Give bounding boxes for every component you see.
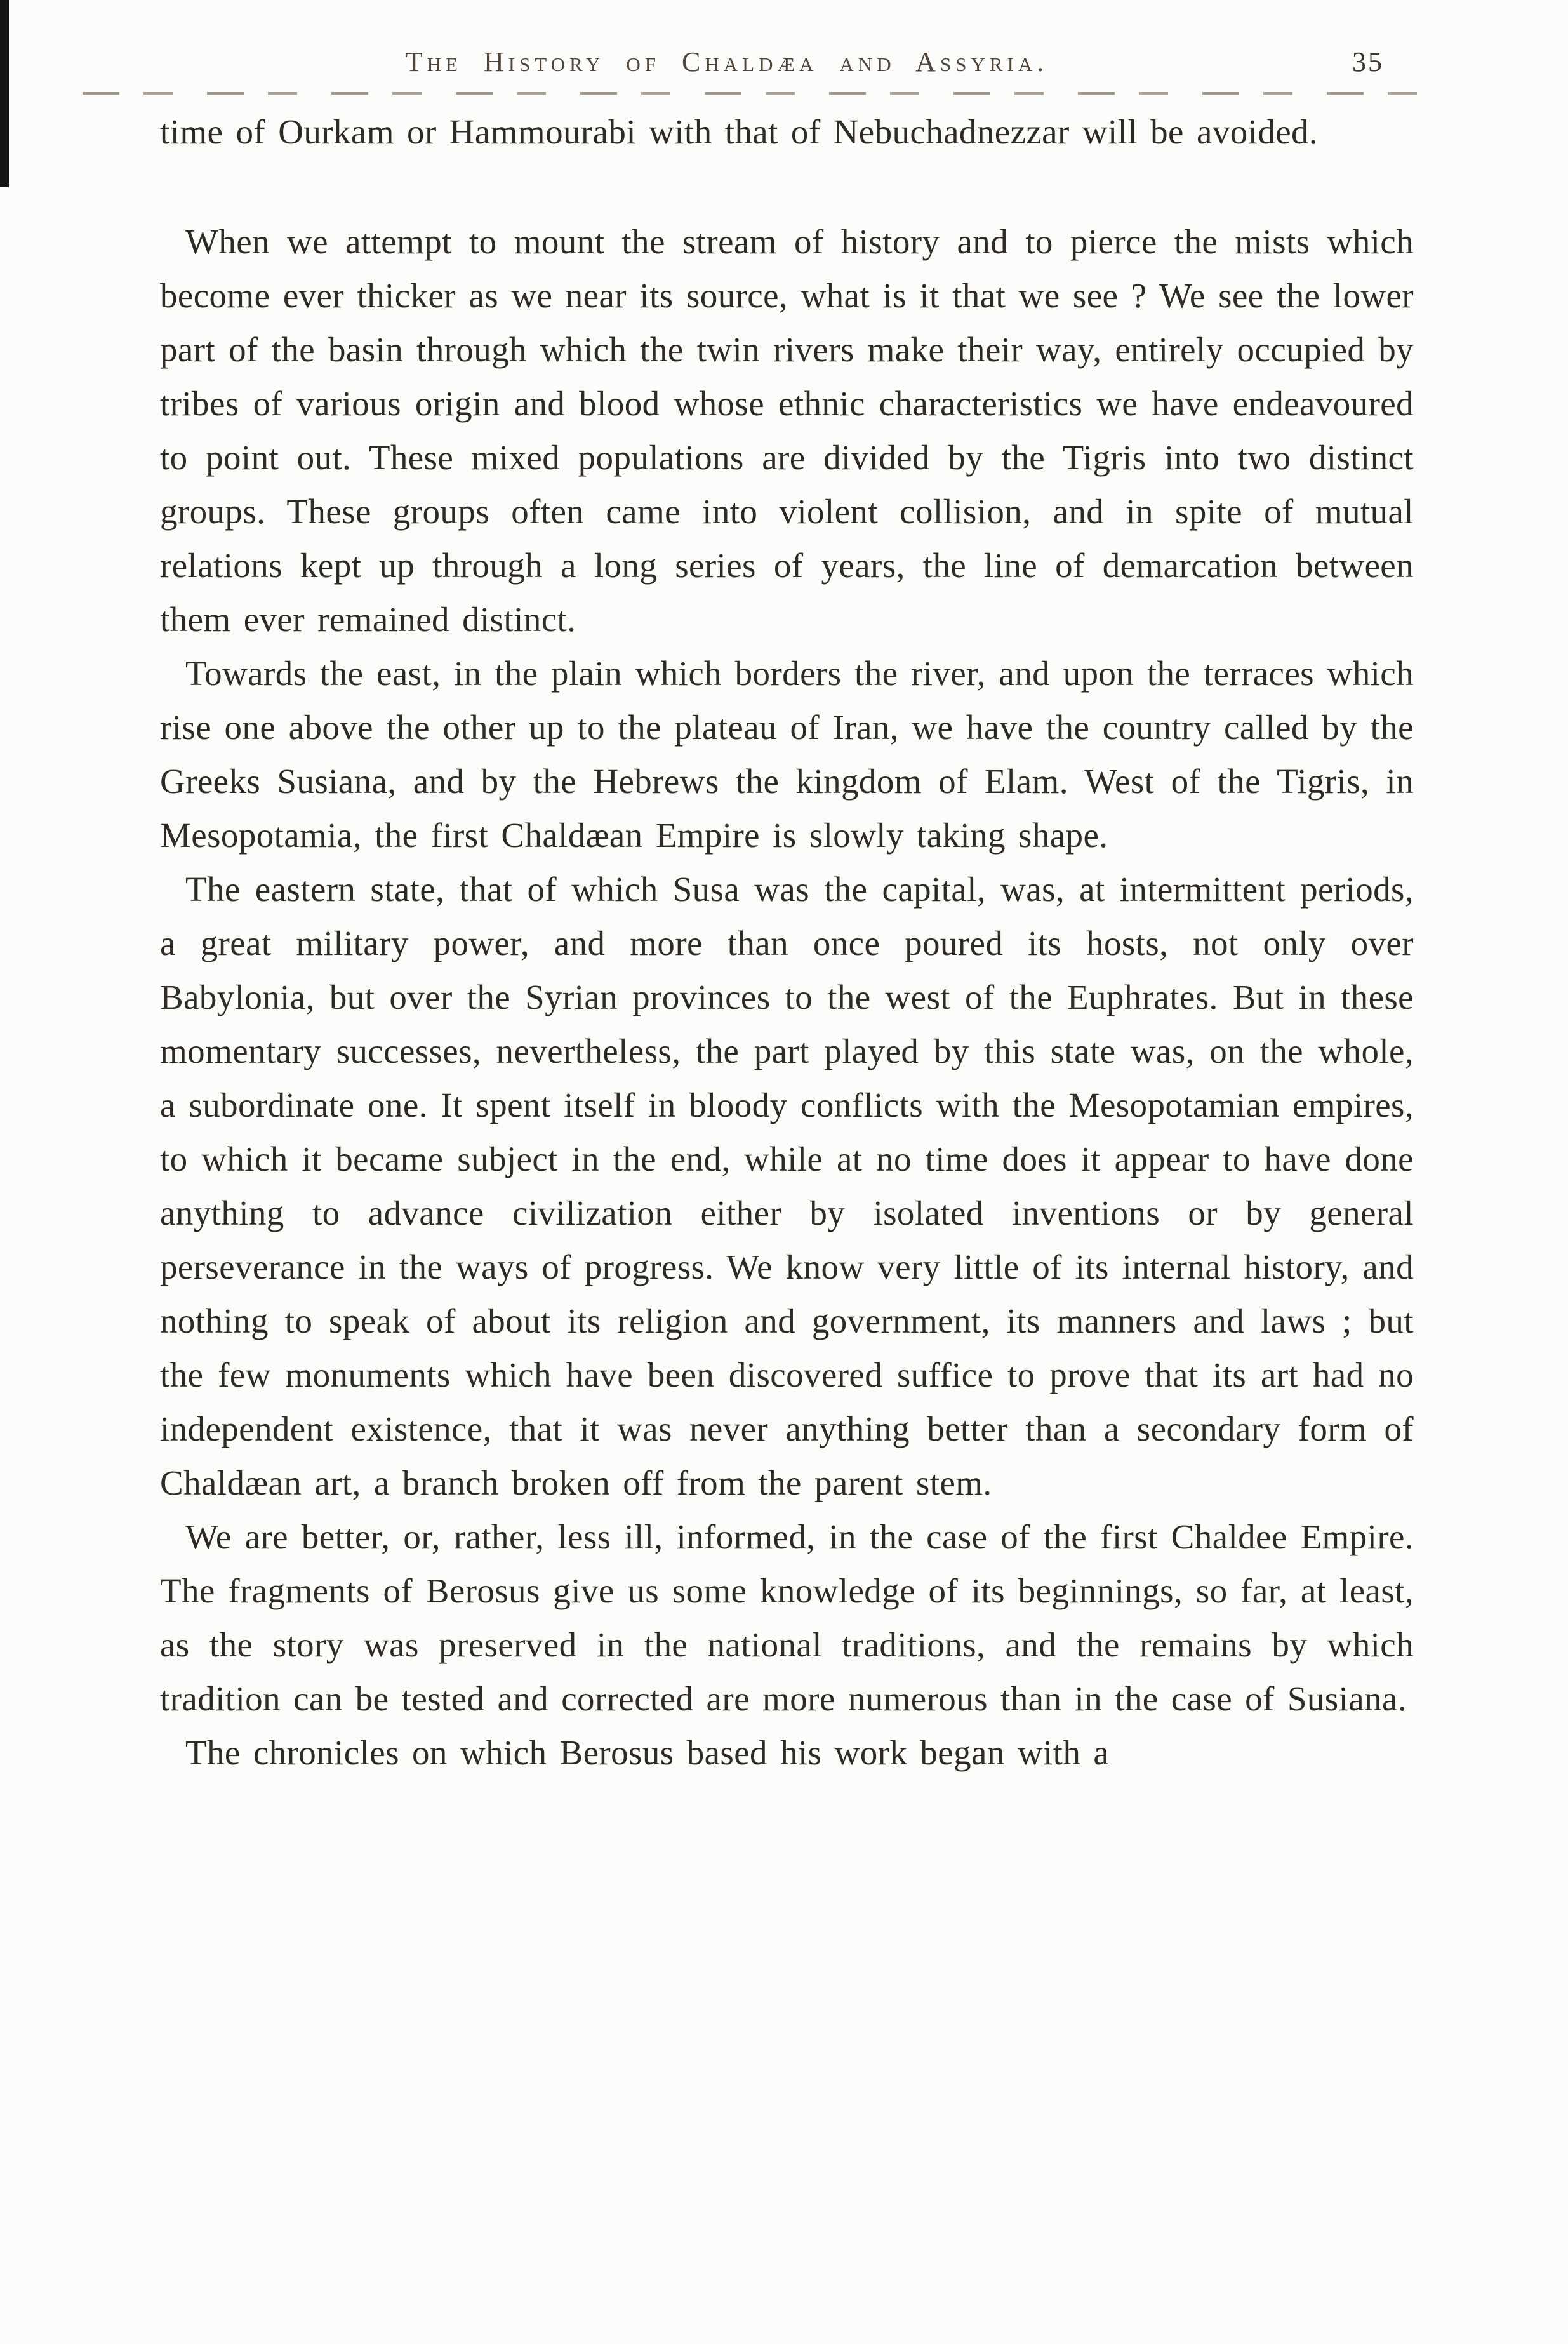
paragraph: The chronicles on which Berosus based his work began with a <box>185 1733 1110 1772</box>
paragraph: The eastern state, that of which Susa was the capital, was, at intermittent periods, a great military power, and more than once poured its hosts, not only over Babylonia, but over the Syrian provinces to the west of the Euphrates. But in these momentary successes, nevertheless, the part played by this state was, on the whole, a subordinate one. It spent itself in bloody conflicts with the Mesopotamian empires, to which it became subject in the end, while at no time does it appear to have done anything to advance civilization either by isolated inventions or by general perseverance in the ways of progress. We know very little of its internal history, and nothing to speak of about its religion and government, its manners and laws ; but the few monuments which have been discovered suffice to prove that its art had no independent existence, that it was never anything better than a secondary form of Chaldæan art, a branch broken off from the parent stem. <box>160 870 1414 1502</box>
page-number: 35 <box>1352 46 1384 77</box>
page-body <box>160 105 1414 1780</box>
paragraph: Towards the east, in the plain which borders the river, and upon the terraces which rise one above the other up to the plateau of Iran, we have the country called by the Greeks Susiana, and by the Hebrews the kingdom of Elam. West of the Tigris, in Mesopotamia, the first Chaldæan Empire is slowly taking shape. <box>160 654 1414 855</box>
paragraph-continuation: time of Ourkam or Hammourabi with that of Nebuchadnezzar will be avoided. <box>160 112 1319 151</box>
header-rule <box>83 92 1419 95</box>
page-header <box>0 0 1568 78</box>
running-title: The History of Chaldæa and Assyria. <box>405 46 1049 77</box>
paragraph: We are better, or, rather, less ill, informed, in the case of the first Chaldee Empire. The fragments of Berosus give us some knowledge of its beginnings, so far, at least, as the story was preserved in the national traditions, and the remains by which tradition can be tested and corrected are more numerous than in the case of Susiana. <box>160 1517 1414 1718</box>
paragraph: When we attempt to mount the stream of history and to pierce the mists which become ever thicker as we near its source, what is it that we see ? We see the lower part of the basin through which the twin rivers make their way, entirely occupied by tribes of various origin and blood whose ethnic characteristics we have endeavoured to point out. These mixed populations are divided by the Tigris into two distinct groups. These groups often came into violent collision, and in spite of mutual relations kept up through a long series of years, the line of demarcation between them ever remained distinct. <box>160 222 1414 639</box>
